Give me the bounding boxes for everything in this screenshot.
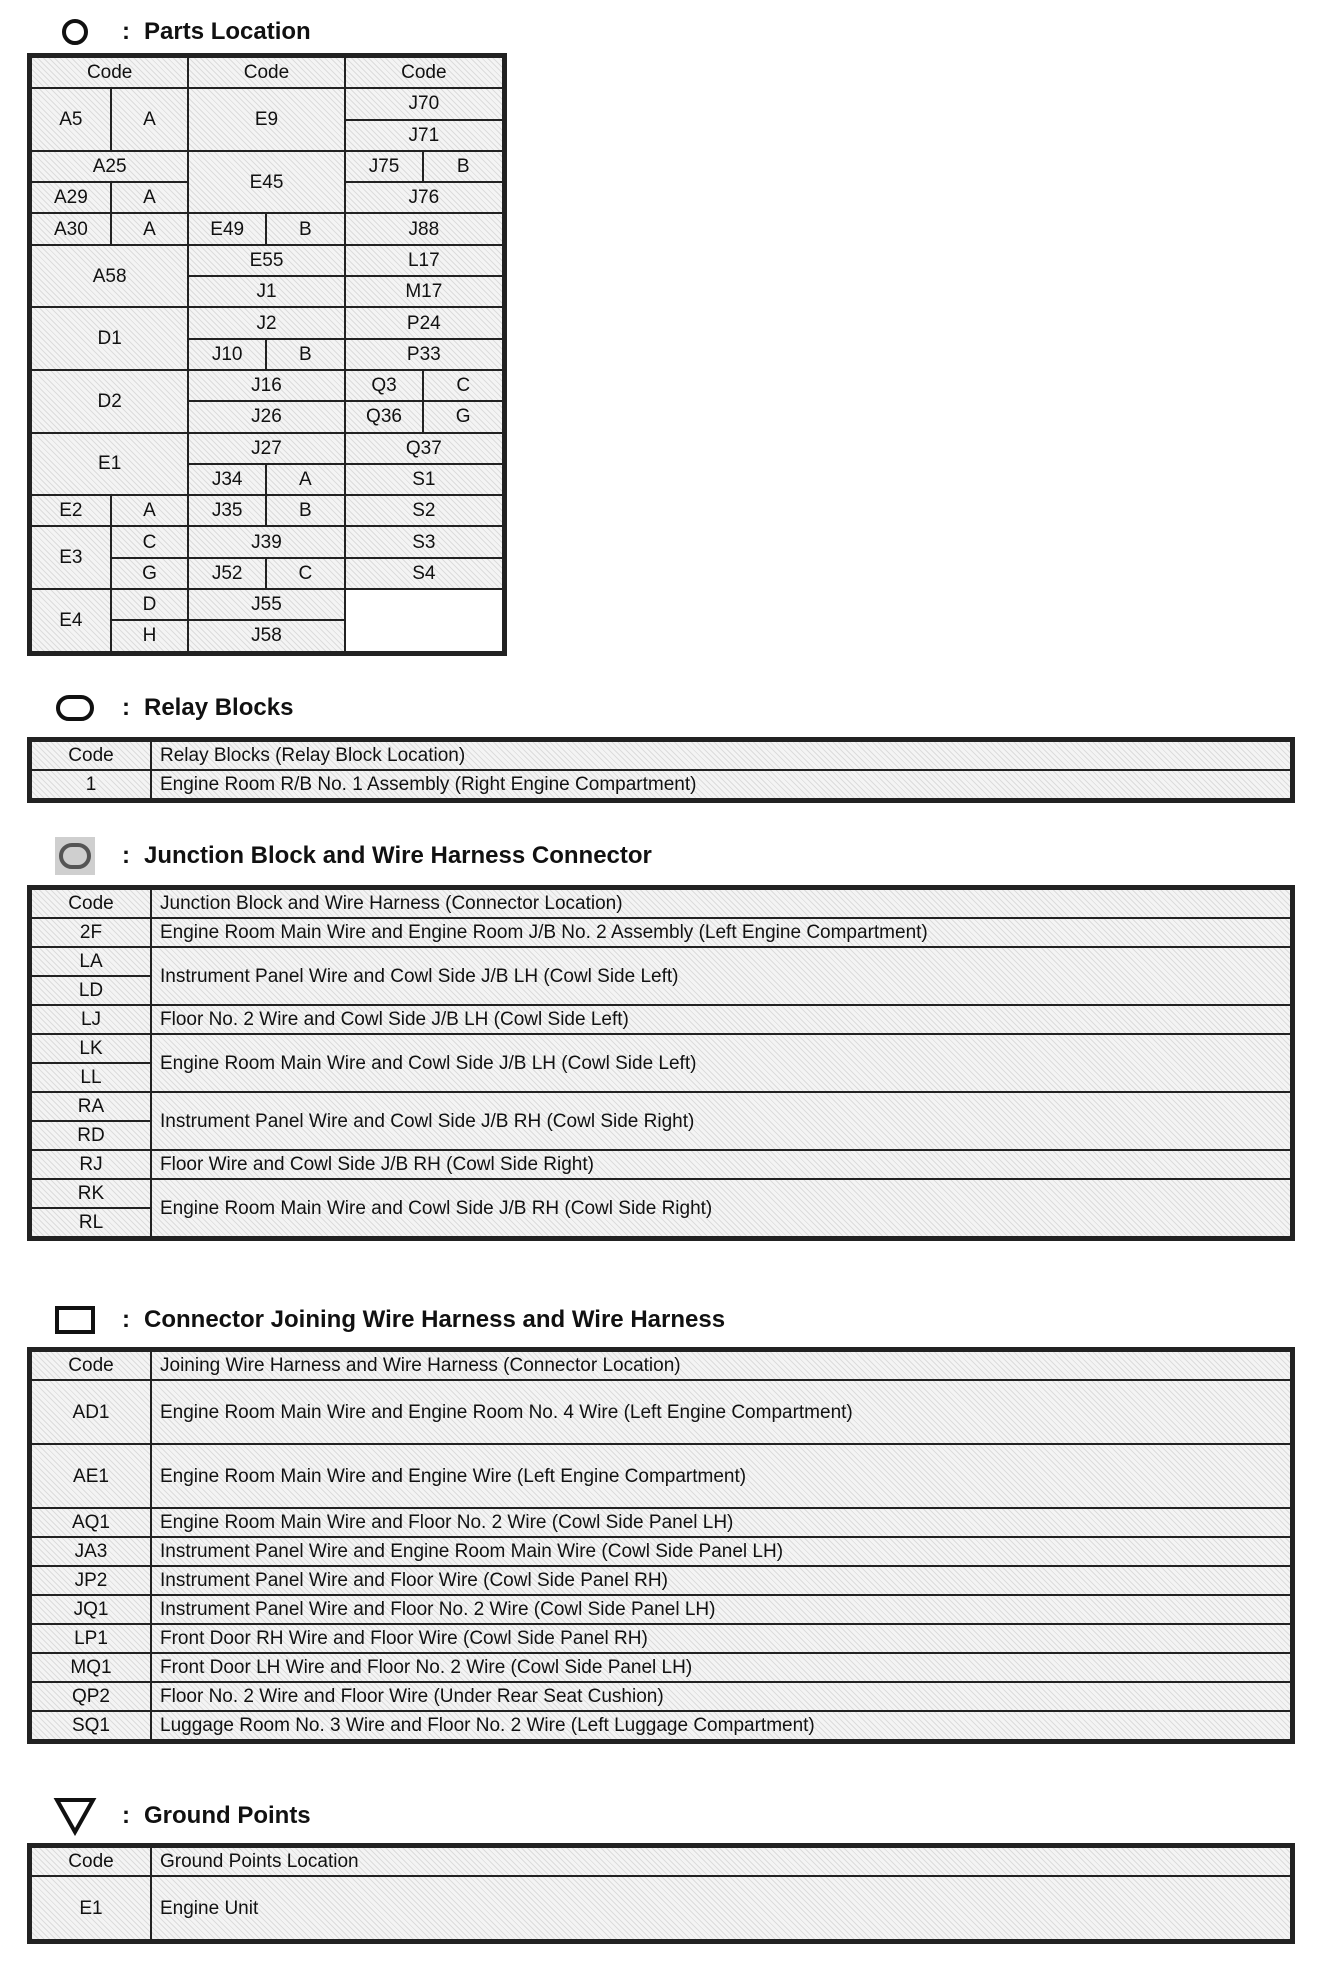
table-cell: J70: [345, 88, 503, 119]
table-row: [31, 1179, 1291, 1208]
column-header: Code: [188, 57, 344, 88]
table-cell: J55: [188, 589, 344, 620]
code-cell: RJ: [31, 1150, 151, 1179]
table-row: [31, 1150, 1291, 1179]
table-cell: C: [266, 558, 345, 589]
table-cell: J71: [345, 120, 503, 151]
table-row: [31, 1624, 1291, 1653]
table-row: [31, 495, 503, 526]
triangle-down-outline-icon: [52, 1794, 98, 1838]
empty-cell: [345, 589, 503, 652]
table-cell: D1: [31, 307, 188, 370]
desc-cell: Engine Room Main Wire and Engine Room No. 4 Wire (Left Engine Compartment): [151, 1380, 1291, 1444]
table-cell: E4: [31, 589, 111, 652]
table-cell: J88: [345, 213, 503, 244]
table-row: [31, 1537, 1291, 1566]
code-cell: 1: [31, 770, 151, 799]
table-row: [31, 1092, 1291, 1121]
table-cell: E9: [188, 88, 344, 151]
table-cell: J52: [188, 558, 266, 589]
desc-cell: Engine Room Main Wire and Cowl Side J/B RH (Cowl Side Right): [151, 1179, 1291, 1237]
code-cell: LD: [31, 976, 151, 1005]
column-header: Code: [31, 741, 151, 770]
table-cell: J75: [345, 151, 424, 182]
table-cell: S4: [345, 558, 503, 589]
code-cell: JA3: [31, 1537, 151, 1566]
table-row: [31, 245, 503, 276]
circle-outline-icon: [52, 10, 98, 54]
table-header-row: [31, 57, 503, 88]
table-cell: S2: [345, 495, 503, 526]
ground-points-table: [30, 1846, 1292, 1941]
code-cell: AD1: [31, 1380, 151, 1444]
table-cell: J10: [188, 339, 266, 370]
table-cell: A58: [31, 245, 188, 308]
table-cell: D: [111, 589, 189, 620]
column-header: Code: [31, 1351, 151, 1380]
table-row: [31, 1005, 1291, 1034]
table-header-row: [31, 741, 1291, 770]
column-header: Junction Block and Wire Harness (Connector Location): [151, 889, 1291, 918]
parts-location-table: [30, 56, 504, 653]
table-cell: G: [111, 558, 189, 589]
code-cell: AQ1: [31, 1508, 151, 1537]
code-cell: LJ: [31, 1005, 151, 1034]
desc-cell: Engine Room R/B No. 1 Assembly (Right Engine Compartment): [151, 770, 1291, 799]
shaded-rounded-rect-icon: [52, 834, 98, 878]
table-row: [31, 1876, 1291, 1940]
table-cell: S1: [345, 464, 503, 495]
table-row: [31, 526, 503, 557]
table-cell: B: [266, 339, 345, 370]
code-cell: SQ1: [31, 1711, 151, 1740]
table-cell: E3: [31, 526, 111, 589]
code-cell: LA: [31, 947, 151, 976]
desc-cell: Instrument Panel Wire and Floor No. 2 Wire (Cowl Side Panel LH): [151, 1595, 1291, 1624]
code-cell: RA: [31, 1092, 151, 1121]
junction-block-heading: [52, 834, 652, 878]
code-cell: QP2: [31, 1682, 151, 1711]
table-row: [31, 370, 503, 401]
table-row: [31, 213, 503, 244]
code-cell: MQ1: [31, 1653, 151, 1682]
table-row: [31, 1711, 1291, 1740]
section-title: Junction Block and Wire Harness Connector: [144, 842, 652, 869]
desc-cell: Instrument Panel Wire and Cowl Side J/B RH (Cowl Side Right): [151, 1092, 1291, 1150]
desc-cell: Instrument Panel Wire and Engine Room Main Wire (Cowl Side Panel LH): [151, 1537, 1291, 1566]
table-cell: A30: [31, 213, 111, 244]
desc-cell: Floor No. 2 Wire and Cowl Side J/B LH (Cowl Side Left): [151, 1005, 1291, 1034]
table-header-row: [31, 1847, 1291, 1876]
table-cell: M17: [345, 276, 503, 307]
table-cell: J2: [188, 307, 344, 338]
table-row: [31, 947, 1291, 976]
table-cell: E49: [188, 213, 266, 244]
table-row: [31, 88, 503, 119]
heading-colon: :: [122, 18, 130, 45]
code-cell: LP1: [31, 1624, 151, 1653]
table-row: [31, 151, 503, 182]
table-row: [31, 307, 503, 338]
code-cell: RD: [31, 1121, 151, 1150]
relay-blocks-table: [30, 740, 1292, 800]
table-row: [31, 1682, 1291, 1711]
section-title: Parts Location: [144, 18, 311, 45]
column-header: Code: [31, 57, 188, 88]
table-cell: H: [111, 620, 189, 651]
table-row: [31, 433, 503, 464]
table-cell: B: [266, 495, 345, 526]
parts-location-heading: [52, 10, 311, 54]
code-cell: RK: [31, 1179, 151, 1208]
desc-cell: Floor Wire and Cowl Side J/B RH (Cowl Side Right): [151, 1150, 1291, 1179]
heading-colon: :: [122, 842, 130, 869]
junction-block-table: [30, 888, 1292, 1238]
table-cell: E45: [188, 151, 344, 214]
desc-cell: Instrument Panel Wire and Floor Wire (Cowl Side Panel RH): [151, 1566, 1291, 1595]
column-header: Joining Wire Harness and Wire Harness (Connector Location): [151, 1351, 1291, 1380]
table-cell: C: [111, 526, 189, 557]
column-header: Code: [31, 1847, 151, 1876]
table-cell: J76: [345, 182, 503, 213]
table-cell: A: [266, 464, 345, 495]
table-cell: B: [266, 213, 345, 244]
code-cell: E1: [31, 1876, 151, 1940]
code-cell: AE1: [31, 1444, 151, 1508]
desc-cell: Engine Room Main Wire and Cowl Side J/B LH (Cowl Side Left): [151, 1034, 1291, 1092]
table-cell: Q36: [345, 401, 424, 432]
desc-cell: Instrument Panel Wire and Cowl Side J/B LH (Cowl Side Left): [151, 947, 1291, 1005]
heading-colon: :: [122, 694, 130, 721]
table-cell: A: [111, 213, 189, 244]
table-header-row: [31, 1351, 1291, 1380]
table-cell: J58: [188, 620, 344, 651]
column-header: Relay Blocks (Relay Block Location): [151, 741, 1291, 770]
table-row: [31, 1508, 1291, 1537]
heading-colon: :: [122, 1802, 130, 1829]
column-header: Ground Points Location: [151, 1847, 1291, 1876]
desc-cell: Engine Room Main Wire and Engine Wire (Left Engine Compartment): [151, 1444, 1291, 1508]
code-cell: JP2: [31, 1566, 151, 1595]
table-row: [31, 589, 503, 620]
square-outline-icon: [52, 1298, 98, 1342]
table-row: [31, 770, 1291, 799]
table-cell: A5: [31, 88, 111, 151]
connector-joining-table: [30, 1350, 1292, 1741]
desc-cell: Front Door LH Wire and Floor No. 2 Wire (Cowl Side Panel LH): [151, 1653, 1291, 1682]
table-cell: J34: [188, 464, 266, 495]
section-title: Ground Points: [144, 1802, 311, 1829]
table-row: [31, 1380, 1291, 1444]
table-cell: G: [423, 401, 503, 432]
code-cell: 2F: [31, 918, 151, 947]
relay-blocks-heading: [52, 686, 293, 730]
code-cell: LK: [31, 1034, 151, 1063]
ground-points-heading: [52, 1794, 311, 1838]
column-header: Code: [345, 57, 503, 88]
table-cell: J39: [188, 526, 344, 557]
table-cell: P24: [345, 307, 503, 338]
table-header-row: [31, 889, 1291, 918]
column-header: Code: [31, 889, 151, 918]
table-cell: J27: [188, 433, 344, 464]
table-cell: A: [111, 182, 189, 213]
table-cell: E1: [31, 433, 188, 496]
code-cell: RL: [31, 1208, 151, 1237]
table-cell: Q3: [345, 370, 424, 401]
table-cell: A: [111, 495, 189, 526]
table-row: [31, 1566, 1291, 1595]
rounded-rect-outline-icon: [52, 686, 98, 730]
desc-cell: Floor No. 2 Wire and Floor Wire (Under Rear Seat Cushion): [151, 1682, 1291, 1711]
table-cell: A25: [31, 151, 188, 182]
code-cell: JQ1: [31, 1595, 151, 1624]
table-cell: C: [423, 370, 503, 401]
table-cell: L17: [345, 245, 503, 276]
table-cell: J1: [188, 276, 344, 307]
table-cell: J35: [188, 495, 266, 526]
heading-colon: :: [122, 1306, 130, 1333]
table-cell: P33: [345, 339, 503, 370]
desc-cell: Engine Unit: [151, 1876, 1291, 1940]
table-row: [31, 918, 1291, 947]
code-cell: LL: [31, 1063, 151, 1092]
table-row: [31, 1595, 1291, 1624]
table-row: [31, 1034, 1291, 1063]
table-cell: B: [423, 151, 503, 182]
desc-cell: Luggage Room No. 3 Wire and Floor No. 2 Wire (Left Luggage Compartment): [151, 1711, 1291, 1740]
connector-joining-heading: [52, 1298, 725, 1342]
table-cell: A: [111, 88, 189, 151]
table-cell: J26: [188, 401, 344, 432]
desc-cell: Engine Room Main Wire and Floor No. 2 Wire (Cowl Side Panel LH): [151, 1508, 1291, 1537]
table-row: [31, 1653, 1291, 1682]
table-cell: A29: [31, 182, 111, 213]
section-title: Connector Joining Wire Harness and Wire Harness: [144, 1306, 726, 1333]
table-cell: E2: [31, 495, 111, 526]
table-cell: E55: [188, 245, 344, 276]
table-cell: Q37: [345, 433, 503, 464]
desc-cell: Engine Room Main Wire and Engine Room J/B No. 2 Assembly (Left Engine Compartment): [151, 918, 1291, 947]
table-cell: J16: [188, 370, 344, 401]
desc-cell: Front Door RH Wire and Floor Wire (Cowl Side Panel RH): [151, 1624, 1291, 1653]
table-row: [31, 1444, 1291, 1508]
table-cell: S3: [345, 526, 503, 557]
section-title: Relay Blocks: [144, 694, 294, 721]
table-cell: D2: [31, 370, 188, 433]
